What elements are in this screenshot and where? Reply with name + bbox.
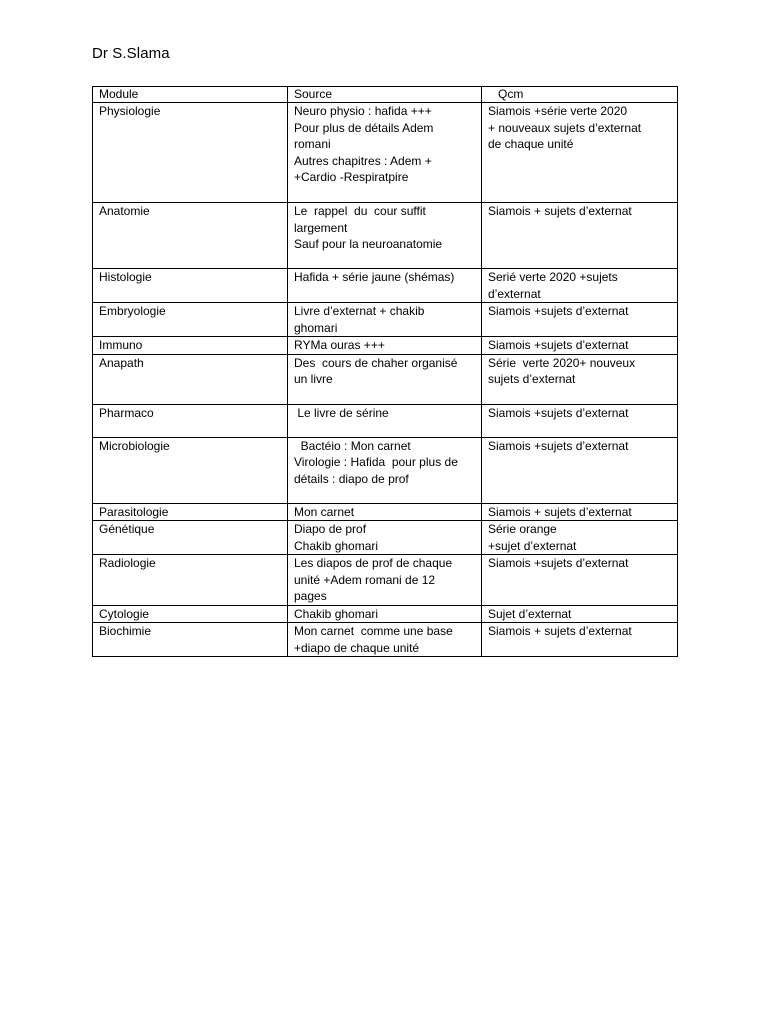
source-line: romani [294,137,331,151]
source-cell [288,203,482,269]
qcm-line: +sujet d’externat [488,538,577,553]
module-cell: Physiologie [93,103,288,203]
qcm-cell [482,354,678,404]
qcm-cell [482,623,678,657]
qcm-cell [482,203,678,269]
table-row [93,303,678,337]
qcm-line: sujets d’externat [488,372,576,386]
module-cell: Histologie [93,269,288,303]
source-line: Le rappel du cour suffit [294,204,426,218]
source-line: Sauf pour la neuroanatomie [294,237,443,251]
qcm-line: + nouveaux sujets d’externat [488,120,642,135]
source-line: Les diapos de prof de chaque [294,556,453,570]
module-sources-table [92,86,678,657]
source-cell [288,354,482,404]
qcm-line: Siamois +sujets d’externat [488,405,629,420]
source-line: unité +Adem romani de 12 [294,572,436,587]
qcm-line: d’externat [488,286,541,301]
module-cell: Microbiologie [93,437,288,503]
qcm-line: Siamois + sujets d’externat [488,204,632,218]
table-row [93,555,678,606]
module-cell: Biochimie [93,623,288,657]
qcm-cell [482,521,678,555]
table-row [93,103,678,203]
qcm-line: Siamois +sujets d’externat [488,304,629,318]
qcm-cell [482,404,678,437]
source-line: Hafida + série jaune (shémas) [294,270,455,284]
source-line: Des cours de chaher organisé [294,355,458,370]
source-line: ghomari [294,320,338,335]
module-cell: Embryologie [93,303,288,337]
source-line: Chakib ghomari [294,538,379,553]
header-module: Module [93,87,288,103]
source-line: Bactéio : Mon carnet [294,438,411,453]
source-line: Livre d’externat + chakib [294,304,425,318]
table-header-row [93,87,678,103]
source-cell [288,623,482,657]
source-line: Mon carnet comme une base [294,624,453,638]
source-line: Virologie : Hafida pour plus de [294,455,458,469]
source-line: Neuro physio : hafida +++ [294,104,432,118]
table-row [93,623,678,657]
source-cell [288,404,482,437]
qcm-cell [482,555,678,606]
module-cell: Génétique [93,521,288,555]
table-row [93,404,678,437]
source-line: Mon carnet [294,504,355,519]
table-row [93,437,678,503]
qcm-line: Serié verte 2020 +sujets [488,270,618,284]
qcm-line: Siamois +série verte 2020 [488,104,628,118]
source-line: +Cardio -Respiratpire [294,170,409,184]
source-line: un livre [294,372,333,386]
qcm-line: Siamois +sujets d’externat [488,438,629,453]
header-source: Source [288,87,482,103]
source-line: Pour plus de détails Adem [294,120,434,135]
document-author: Dr S.Slama [92,45,170,62]
source-line: Diapo de prof [294,522,367,536]
source-cell [288,503,482,521]
source-cell [288,303,482,337]
module-cell: Anatomie [93,203,288,269]
qcm-line: Série verte 2020+ nouveux [488,355,636,370]
source-line: Autres chapitres : Adem + [294,153,432,168]
qcm-cell [482,503,678,521]
source-cell [288,337,482,355]
table-row [93,503,678,521]
table-row [93,269,678,303]
source-cell [288,605,482,623]
qcm-cell [482,337,678,355]
source-cell [288,269,482,303]
source-cell [288,437,482,503]
table-row [93,203,678,269]
source-line: RYMa ouras +++ [294,338,385,352]
source-cell [288,555,482,606]
source-line: Le livre de sérine [294,405,389,420]
table-row [93,354,678,404]
qcm-line: Siamois +sujets d’externat [488,556,629,570]
qcm-line: Sujet d’externat [488,606,572,621]
module-cell: Anapath [93,354,288,404]
header-qcm: Qcm [482,87,678,103]
table-row [93,521,678,555]
source-line: Chakib ghomari [294,606,379,621]
qcm-line: Série orange [488,522,557,536]
source-line: +diapo de chaque unité [294,640,420,655]
table-row [93,337,678,355]
source-cell [288,521,482,555]
qcm-line: Siamois + sujets d’externat [488,624,632,638]
source-cell [288,103,482,203]
source-line: détails : diapo de prof [294,471,409,486]
qcm-cell [482,103,678,203]
module-cell: Parasitologie [93,503,288,521]
module-cell: Immuno [93,337,288,355]
module-cell: Radiologie [93,555,288,606]
module-cell: Pharmaco [93,404,288,437]
source-line: pages [294,589,327,603]
qcm-line: Siamois +sujets d’externat [488,338,629,352]
qcm-line: Siamois + sujets d’externat [488,504,632,519]
qcm-cell [482,303,678,337]
source-line: largement [294,220,348,235]
qcm-cell [482,437,678,503]
qcm-cell [482,269,678,303]
qcm-cell [482,605,678,623]
table-row [93,605,678,623]
qcm-line: de chaque unité [488,137,574,151]
module-cell: Cytologie [93,605,288,623]
